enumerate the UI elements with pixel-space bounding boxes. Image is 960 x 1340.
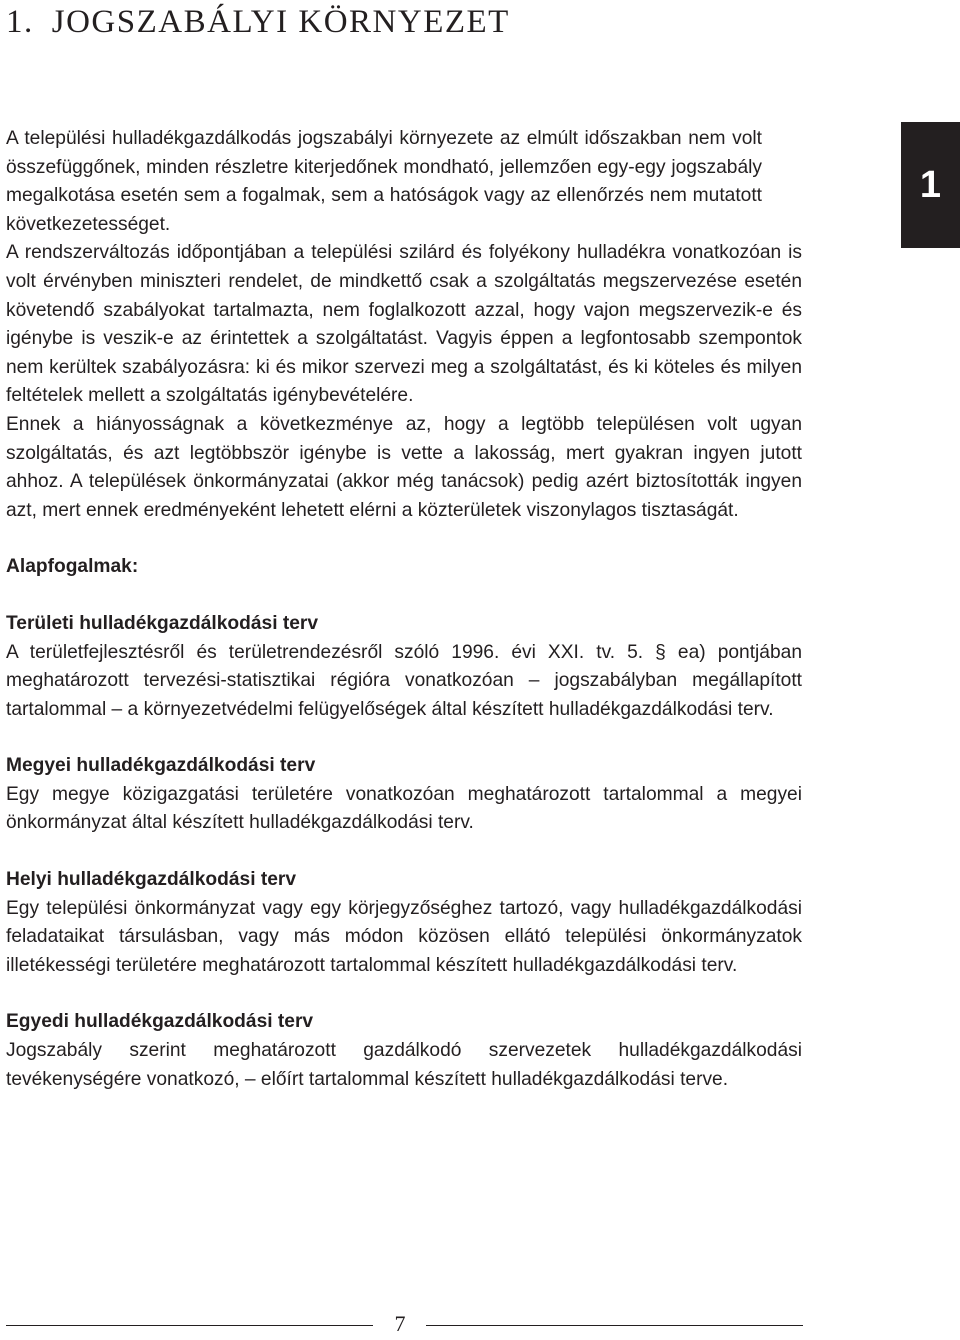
term-body: A területfejlesztésről és területrendezésről szóló 1996. évi XXI. tv. 5. § ea) pontjában meghatározott tervezési-statisztikai régióra vonatkozóan – jogszabályban megállapított tartalommal – a környezetvédelmi felügyelőségek által készített hulladékgazdálkodási terv. — [6, 641, 802, 720]
term-megyei — [6, 752, 802, 838]
intro-paragraph-1: A települési hulladékgazdálkodás jogszabályi környezete az elmúlt időszakban nem volt összefüggőnek, minden részletre kiterjedőnek mondható, jellemzően egy-egy jogszabály megalkotása esetén sem a fogalmak, sem a hatóságok vagy az ellenőrzés nem mutatott következetességet. — [6, 128, 762, 235]
page-content — [6, 125, 802, 1094]
intro-paragraph-3: Ennek a hiányosságnak a következménye az, hogy a legtöbb településen volt ugyan szolgáltatás, és azt legtöbbször igénybe is vette a lakosság, mert gyakran ingyen jutott ahhoz. A települések önkormányzatai (akkor még tanácsok) pedig azért biztosították ingyen azt, mert ennek eredményeként lehetett elérni a közterületek viszonylagos tisztaságát. — [6, 413, 802, 521]
section-title: Alapfogalmak: — [6, 556, 139, 578]
term-teruleti — [6, 610, 802, 724]
term-body: Egy megye közigazgatási területére vonatkozóan meghatározott tartalommal a megyei önkormányzat által készített hulladékgazdálkodási terv. — [6, 783, 802, 834]
term-heading: Helyi hulladékgazdálkodási terv — [6, 869, 297, 891]
term-body: Egy települési önkormányzat vagy egy körjegyzőséghez tartozó, vagy hulladékgazdálkodási feladataikat társulásban, vagy más módon közösen ellátó települési önkormányzatok illetékességi területére meghatározott tartalommal készített hulladékgazdálkodási terv. — [6, 897, 802, 976]
chapter-title — [6, 2, 510, 42]
chapter-title-text: JOGSZABÁLYI KÖRNYEZET — [51, 4, 510, 40]
term-heading: Egyedi hulladékgazdálkodási terv — [6, 1011, 314, 1033]
chapter-tab: 1 — [901, 122, 960, 248]
term-egyedi — [6, 1008, 802, 1094]
term-heading: Területi hulladékgazdálkodási terv — [6, 612, 319, 634]
chapter-number: 1. — [6, 4, 34, 40]
page-number: 7 — [394, 1311, 406, 1336]
term-helyi — [6, 866, 802, 980]
term-heading: Megyei hulladékgazdálkodási terv — [6, 755, 316, 777]
footer-rule-left — [6, 1325, 373, 1326]
intro-paragraph-2: A rendszerváltozás időpontjában a települési szilárd és folyékony hulladékra vonatkozóan is volt érvényben miniszteri rendelet, de mindkettő csak a szolgáltatás megszervezése esetén követendő szabályokat tartalmazta, nem foglalkozott azzal, hogy vajon megszervezik-e és igénybe is veszik-e az érintettek a szolgáltatást. Vagyis éppen a legfontosabb szempontok nem kerültek szabályozásra: ki és mikor szervezi meg a szolgáltatást, és ki köteles és milyen feltételek mellett a szolgáltatás igénybevételére. — [6, 242, 802, 407]
term-body: Jogszabály szerint meghatározott gazdálkodó szervezetek hulladékgazdálkodási tevékenységére vonatkozó, – előírt tartalommal készített hulladékgazdálkodási terve. — [6, 1040, 802, 1090]
footer-rule-right — [426, 1325, 803, 1326]
